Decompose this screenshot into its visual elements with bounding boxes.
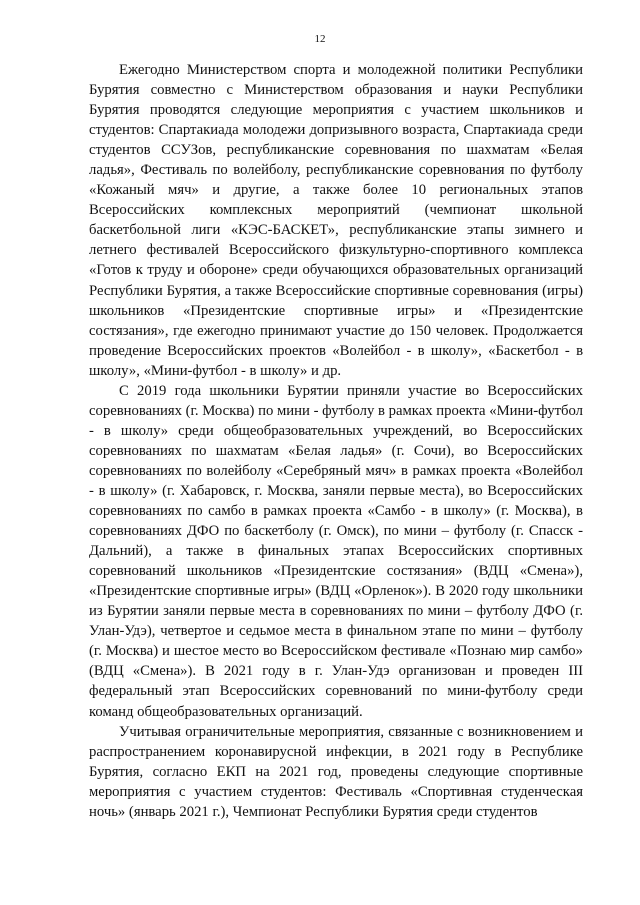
paragraph-covid-restrictions: Учитывая ограничительные мероприятия, связанные с возникновением и распространением коронавирусной инфекции, в 2021 году в Республике Бурятия, согласно ЕКП на 2021 год, проведены следующие спортивные мероприятия с участием студентов: Фестиваль «Спортивная студенческая ночь» (январь 2021 г.), Чемпионат Республики Бурятия среди студентов: [89, 723, 583, 820]
page-number: 12: [314, 33, 326, 45]
document-body: [89, 60, 583, 822]
paragraph-sports-events: Ежегодно Министерством спорта и молодежной политики Республики Бурятия совместно с Министерством образования и науки Республики Бурятия проводятся следующие мероприятия с участием школьников и студентов: Спартакиада молодежи допризывного возраста, Спартакиада среди студентов ССУЗов, республиканские соревнования по шахматам «Белая ладья», Фестиваль по волейболу, республиканские соревнования по футболу «Кожаный мяч» и другие, а также более 10 региональных этапов Всероссийских комплексных мероприятий (чемпионат школьной баскетбольной лиги «КЭС-БАСКЕТ», республиканские этапы зимнего и летнего фестивалей Всероссийского физкультурно-спортивного комплекса «Готов к труду и обороне» среди обучающихся образовательных организаций Республики Бурятия, а также Всероссийские спортивные соревнования (игры) школьников «Президентские спортивные игры» и «Президентские состязания», где ежегодно принимают участие до 150 человек. Продолжается проведение Всероссийских проектов «Волейбол - в школу», «Баскетбол - в школу», «Мини-футбол - в школу» и др.: [89, 62, 583, 379]
paragraph-competition-results: С 2019 года школьники Бурятии приняли участие во Всероссийских соревнованиях (г. Москва) по мини - футболу в рамках проекта «Мини-футбол - в школу» среди общеобразовательных учреждений, во Всероссийских соревнованиях по шахматам «Белая ладья» (г. Сочи), во Всероссийских соревнованиях по волейболу «Серебряный мяч» в рамках проекта «Волейбол - в школу» (г. Хабаровск, г. Москва, заняли первые места), во Всероссийских соревнованиях по самбо в рамках проекта «Самбо - в школу» (г. Москва), в соревнованиях ДФО по баскетболу (г. Омск), по мини – футболу (г. Спасск - Дальний), а также в финальных этапах Всероссийских спортивных соревнований школьников «Президентские состязания» (ВДЦ «Смена»), «Президентские спортивные игры» (ВДЦ «Орленок»). В 2020 году школьники из Бурятии заняли первые места в соревнованиях по мини – футболу ДФО (г. Улан-Удэ), четвертое и седьмое места в финальном этапе по мини – футболу (г. Москва) и шестое место во Всероссийском фестивале «Познаю мир самбо» (ВДЦ «Смена»). В 2021 году в г. Улан-Удэ организован и проведен III федеральный этап Всероссийских соревнований по мини-футболу среди команд общеобразовательных организаций.: [89, 382, 583, 720]
